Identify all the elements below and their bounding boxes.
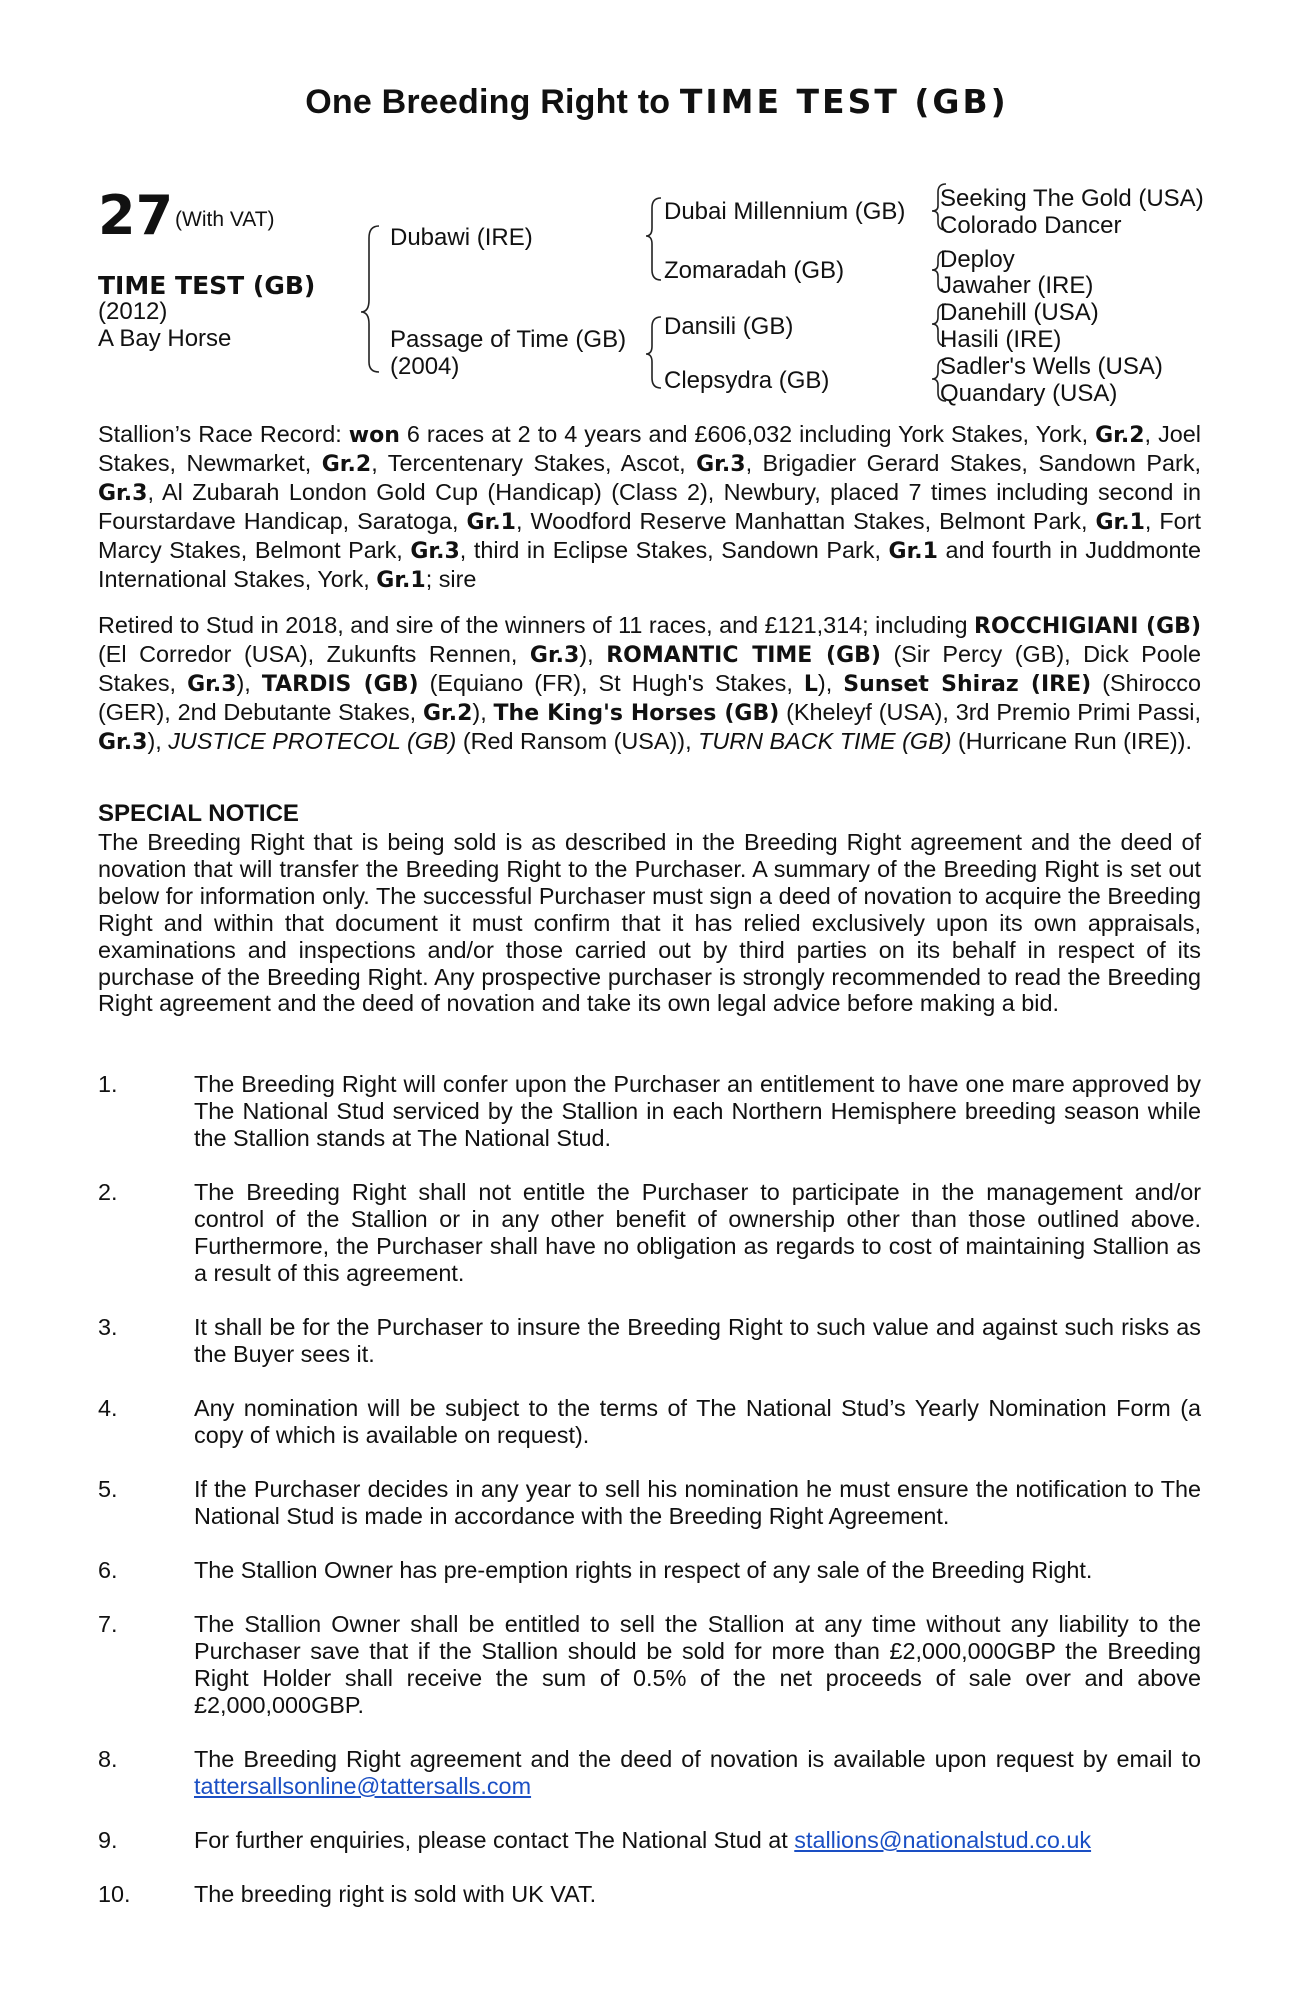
vat-note: (With VAT) [175, 208, 275, 231]
term-item: 3. It shall be for the Purchaser to insure the Breeding Right to such value and against such risks as the Buyer sees it. [98, 1314, 1201, 1367]
pedigree-dam-year: (2004) [390, 353, 460, 380]
pedigree-dam-sire: Dansili (GB) [664, 313, 794, 340]
term-item: 1. The Breeding Right will confer upon the Purchaser an entitlement to have one mare approved by The National Stud serviced by the Stallion in each Northern Hemisphere breeding season while the Stallion stands at The National Stud. [98, 1071, 1201, 1151]
pedigree-dam-dam: Clepsydra (GB) [664, 367, 830, 394]
term-item: 9. For further enquiries, please contact The National Stud at stallions@nationalstud.co.uk [98, 1827, 1092, 1853]
term-item: 10. The breeding right is sold with UK VAT. [98, 1881, 597, 1907]
horse-description: A Bay Horse [98, 325, 232, 352]
national-stud-email-link[interactable]: stallions@nationalstud.co.uk [794, 1827, 1092, 1853]
stud-record: Retired to Stud in 2018, and sire of the winners of 11 races, and £121,314; including ROCCHIGIANI (GB) (El Corredor (USA), Zukunfts Rennen, Gr.3), ROMANTIC TIME (GB) (Sir Percy (GB), Dick Poole Stakes, Gr.3), TARDIS (GB) (Equiano (FR), St Hugh's Stakes, L), Sunset Shiraz (IRE) (Shirocco (GER), 2nd Debutante Stakes, Gr.2), The King's Horses (GB) (Kheleyf (USA), 3rd Premio Primi Passi, Gr.3), JUSTICE PROTECOL (GB) (Red Ransom (USA)), TURN BACK TIME (GB) (Hurricane Run (IRE)). [98, 612, 1202, 755]
special-notice-heading: SPECIAL NOTICE [98, 800, 299, 827]
pedigree-sire-sire: Dubai Millennium (GB) [664, 198, 906, 225]
title-horse-name: TIME TEST (GB) [679, 82, 1009, 121]
term-item: 7. The Stallion Owner shall be entitled to sell the Stallion at any time without any liability to the Purchaser save that if the Stallion should be sold for more than £2,000,000GBP the Breeding Right Holder shall receive the sum of 0.5% of the net proceeds of sale over and above £2,000,000GBP. [98, 1611, 1201, 1718]
pedigree-g3-1: Seeking The Gold (USA) [940, 185, 1204, 212]
title-prefix: One Breeding Right to [305, 83, 671, 121]
tattersalls-email-link[interactable]: tattersallsonline@tattersalls.com [194, 1772, 532, 1799]
pedigree-g3-3: Deploy [940, 246, 1015, 273]
pedigree-dam: Passage of Time (GB) [390, 326, 627, 353]
term-item: 8. The Breeding Right agreement and the deed of novation is available upon request by email to tattersallsonline@tattersalls.com [98, 1746, 1201, 1799]
pedigree-sire: Dubawi (IRE) [390, 224, 533, 251]
pedigree-g3-4: Jawaher (IRE) [940, 272, 1094, 299]
special-notice-body: The Breeding Right that is being sold is as described in the Breeding Right agreement and the deed of novation that will transfer the Breeding Right to the Purchaser. A summary of the Breeding Right is set out below for information only. The successful Purchaser must sign a deed of novation to acquire the Breeding Right and within that document it must confirm that it has relied exclusively upon its own appraisals, examinations and inspections and/or those carried out by third parties on its behalf in respect of its purchase of the Breeding Right. Any prospective purchaser is strongly recommended to read the Breeding Right agreement and the deed of novation and take its own legal advice before making a bid. [98, 829, 1201, 1017]
term-item: 2. The Breeding Right shall not entitle the Purchaser to participate in the management and/or control of the Stallion or in any other benefit of ownership other than those outlined above. Furthermore, the Purchaser shall have no obligation as regards to cost of maintaining Stallion as a result of this agreement. [98, 1179, 1201, 1286]
horse-name: TIME TEST (GB) [98, 271, 316, 300]
pedigree-g3-8: Quandary (USA) [940, 380, 1118, 407]
pedigree-g3-2: Colorado Dancer [940, 212, 1122, 239]
pedigree-g3-7: Sadler's Wells (USA) [940, 353, 1163, 380]
pedigree-g3-6: Hasili (IRE) [940, 326, 1062, 353]
pedigree-sire-dam: Zomaradah (GB) [664, 257, 845, 284]
term-item: 6. The Stallion Owner has pre-emption rights in respect of any sale of the Breeding Right. [98, 1557, 1093, 1583]
lot-number: 27 [98, 184, 174, 247]
term-item: 5. If the Purchaser decides in any year to sell his nomination he must ensure the notification to The National Stud is made in accordance with the Breeding Right Agreement. [98, 1476, 1201, 1529]
term-item: 4. Any nomination will be subject to the terms of The National Stud’s Yearly Nomination Form (a copy of which is available on request). [98, 1395, 1201, 1448]
race-record: Stallion’s Race Record: won 6 races at 2 to 4 years and £606,032 including York Stakes, York, Gr.2, Joel Stakes, Newmarket, Gr.2, Tercentenary Stakes, Ascot, Gr.3, Brigadier Gerard Stakes, Sandown Park, Gr.3, Al Zubarah London Gold Cup (Handicap) (Class 2), Newbury, placed 7 times including second in Fourstardave Handicap, Saratoga, Gr.1, Woodford Reserve Manhattan Stakes, Belmont Park, Gr.1, Fort Marcy Stakes, Belmont Park, Gr.3, third in Eclipse Stakes, Sandown Park, Gr.1 and fourth in Juddmonte International Stakes, York, Gr.1; sire [98, 421, 1202, 593]
pedigree-g3-5: Danehill (USA) [940, 299, 1099, 326]
foaling-year: (2012) [98, 298, 168, 325]
